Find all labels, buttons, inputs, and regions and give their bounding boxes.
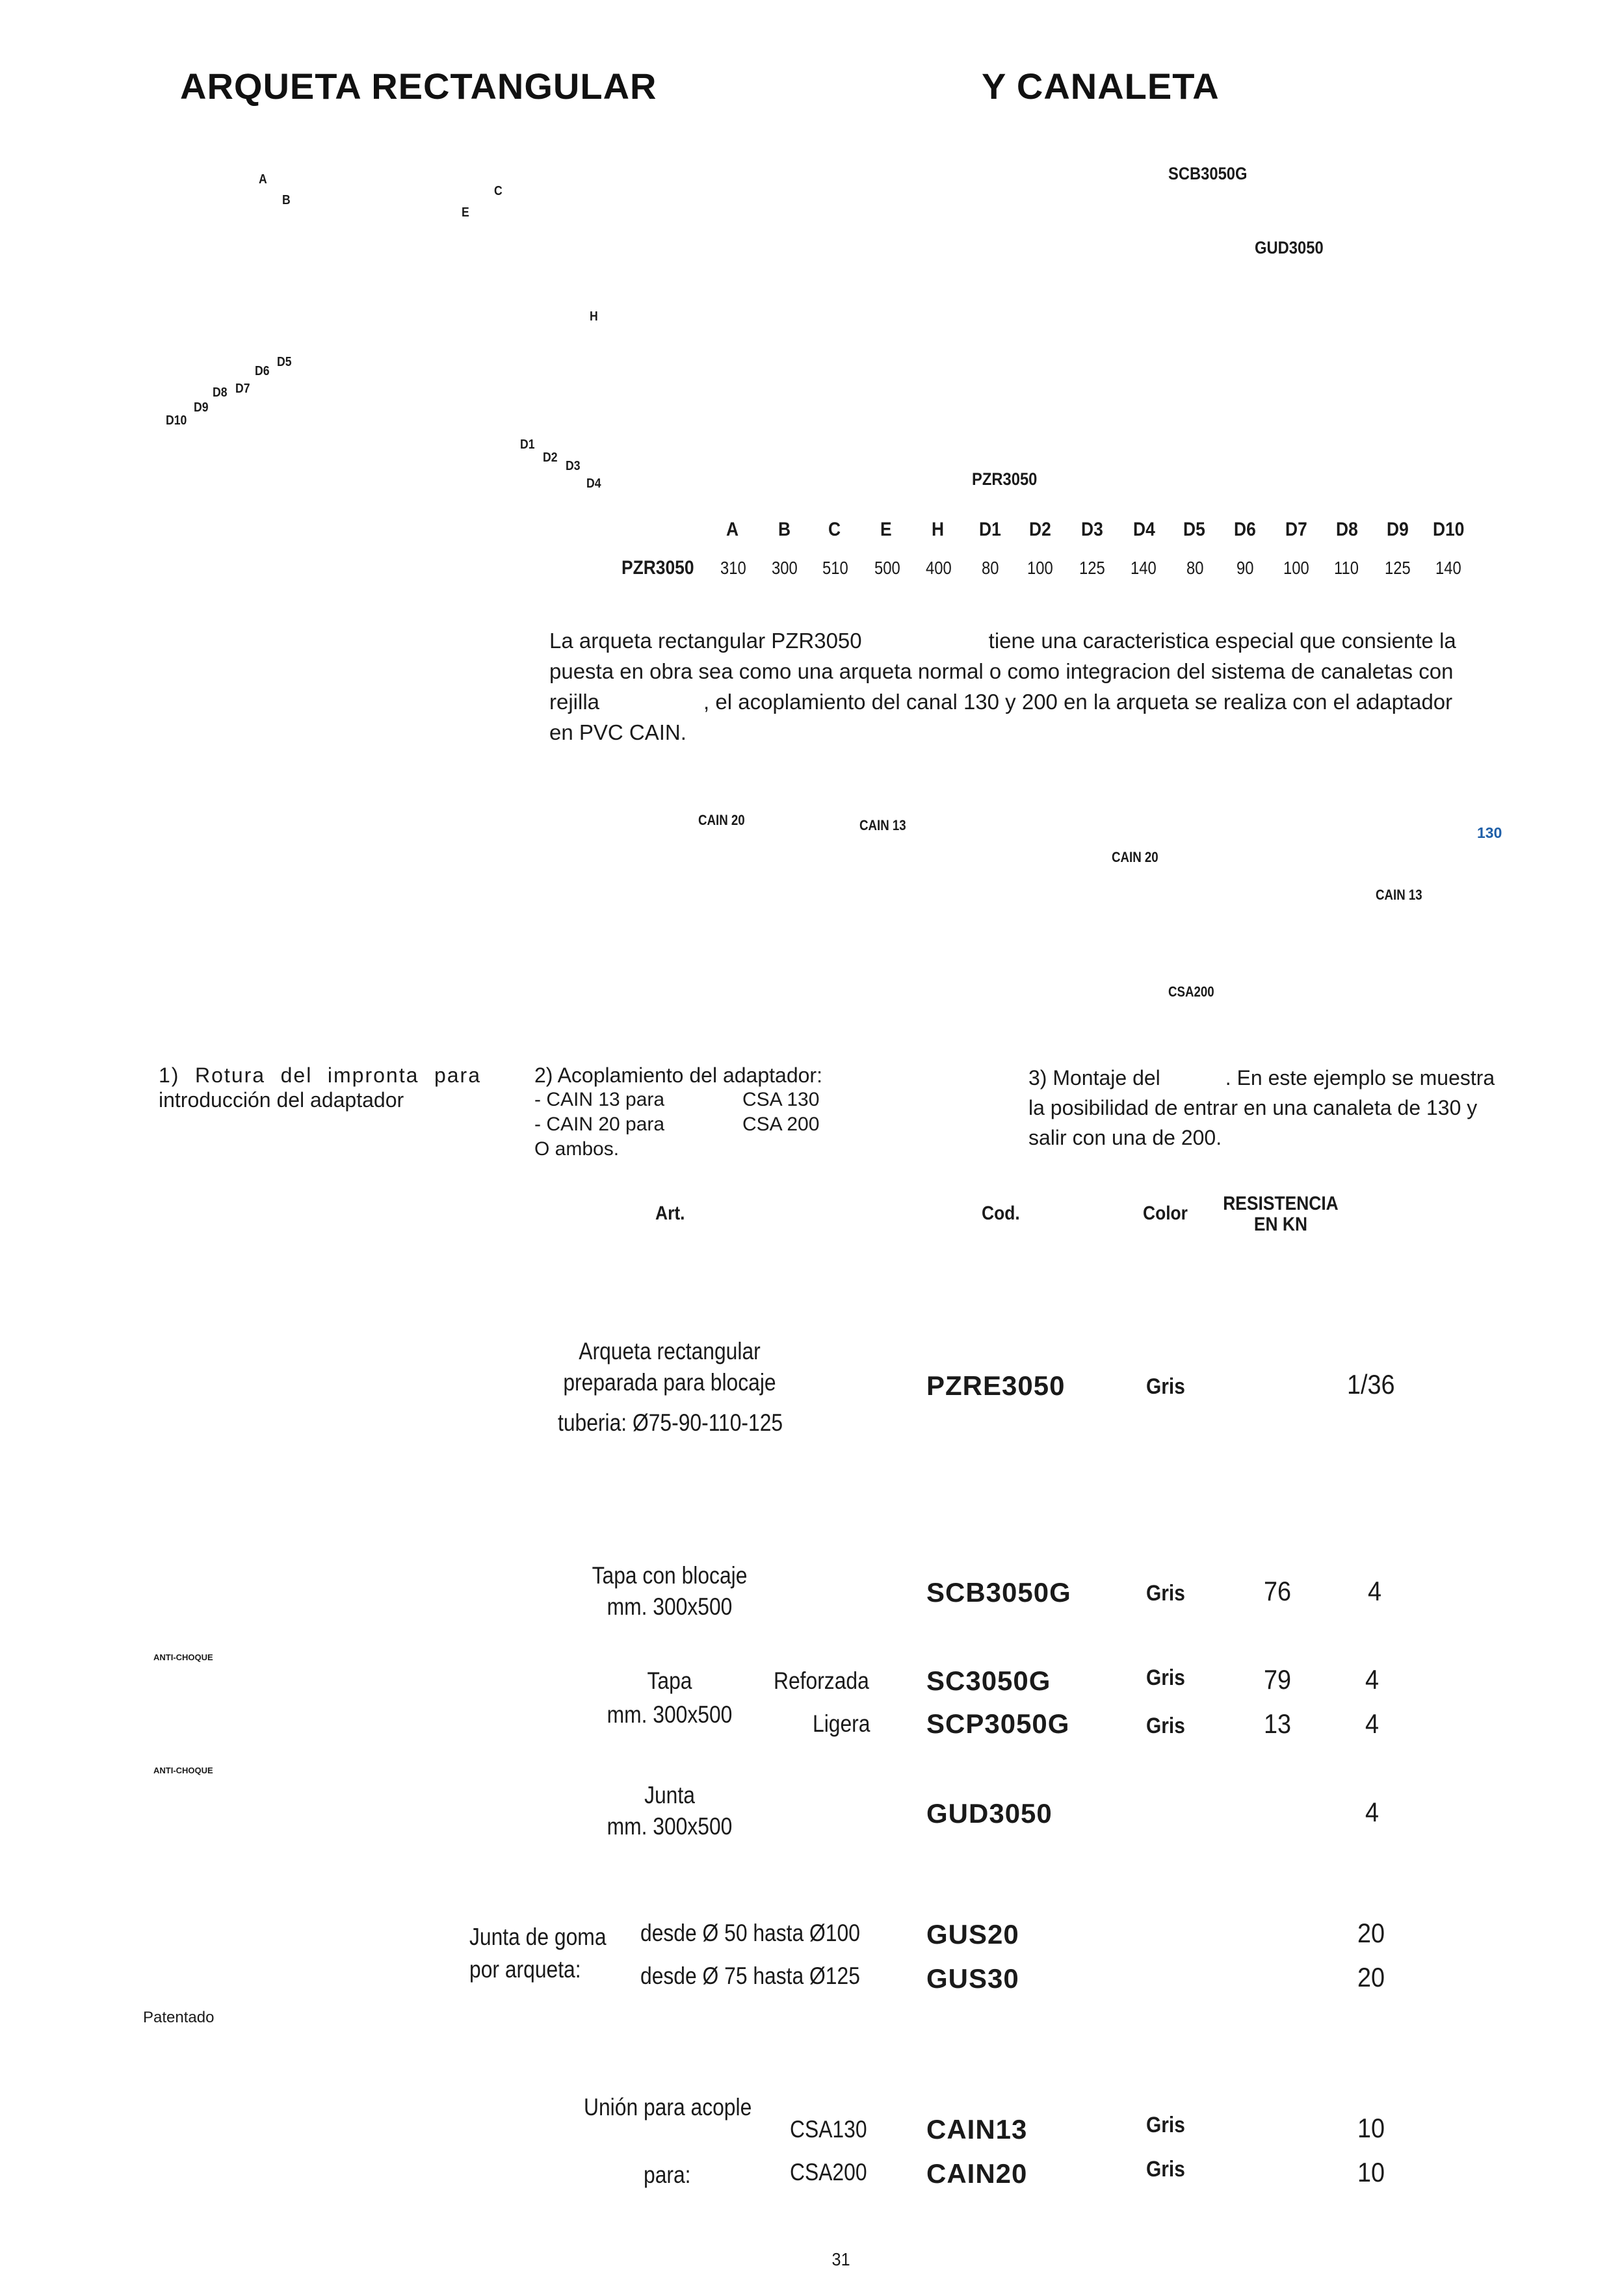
pzre-pack: 1/36 (1347, 1369, 1395, 1400)
dim-value-d8: 110 (1334, 558, 1359, 578)
page-title-right: Y CANALETA (982, 66, 1220, 107)
scb-pack: 4 (1368, 1576, 1382, 1606)
dim-value-d9: 125 (1385, 558, 1411, 578)
dim-header-b: B (778, 519, 791, 540)
dim-header-e: E (880, 519, 892, 540)
pzre-desc-line3: tuberia: Ø75-90-110-125 (558, 1409, 783, 1436)
pzre-code: PZRE3050 (926, 1370, 1066, 1401)
dim-label-d7: D7 (235, 382, 250, 396)
dim-value-d10: 140 (1435, 558, 1461, 578)
dim-row-label: PZR3050 (621, 557, 694, 579)
gud-desc-line1: Junta (644, 1782, 695, 1808)
description-line1a: La arqueta rectangular PZR3050 (549, 629, 862, 653)
scp-code: SCP3050G (926, 1708, 1070, 1739)
tapa-variant-ligera: Ligera (813, 1710, 870, 1737)
dim-label-d4: D4 (586, 476, 601, 491)
pzre-color: Gris (1146, 1374, 1185, 1399)
dim-label-d1: D1 (520, 437, 535, 452)
description-line2: puesta en obra sea como una arqueta normal o como integracion del sistema de canaletas con (549, 659, 1454, 683)
dim-label-h: H (590, 309, 598, 324)
gud-code: GUD3050 (926, 1798, 1053, 1829)
photo-label-cain20-b: CAIN 20 (1112, 849, 1158, 865)
scb-kn: 76 (1264, 1576, 1292, 1606)
step1-word-1: 1) (159, 1063, 180, 1087)
gud-desc (558, 1780, 781, 1842)
dim-value-d7: 100 (1283, 558, 1309, 578)
pzre-desc-line1: Arqueta rectangular (579, 1338, 761, 1364)
dim-label-d9: D9 (194, 400, 209, 415)
gus-desc-line1: Junta de goma (469, 1924, 607, 1950)
page-title: ARQUETA RECTANGULAR (180, 66, 657, 107)
dim-label-d8: D8 (213, 385, 228, 400)
pzre-desc-line2: preparada para blocaje (563, 1369, 776, 1396)
tapa-desc-line2: mm. 300x500 (607, 1701, 733, 1728)
dim-value-d1: 80 (982, 558, 999, 578)
dim-label-d3: D3 (566, 459, 581, 473)
description-line4: en PVC CAIN. (549, 720, 687, 744)
scb-desc-line2: mm. 300x500 (607, 1593, 733, 1620)
description-line3b: , el acoplamiento del canal 130 y 200 en la arqueta se realiza con el adaptador (703, 690, 1453, 714)
step-2 (534, 1063, 859, 1162)
gus20-pack: 20 (1357, 1918, 1385, 1948)
step1-word-4: impronta (327, 1063, 419, 1087)
header-resistance-line1: RESISTENCIA (1223, 1193, 1339, 1214)
cain20-pack: 10 (1357, 2157, 1385, 2187)
photo-label-130: 130 (1477, 824, 1502, 841)
cain-desc-line2: para: (644, 2161, 691, 2188)
anti-choque-badge-1: ANTI-CHOQUE (153, 1652, 213, 1662)
step1-word-3: del (280, 1063, 313, 1087)
scb-desc-line1: Tapa con blocaje (592, 1562, 748, 1589)
dim-header-c: C (828, 519, 841, 540)
gud-desc-line2: mm. 300x500 (607, 1813, 733, 1840)
description-paragraph (549, 625, 1485, 748)
cain-desc-line1: Unión para acople (584, 2094, 752, 2120)
sc-pack: 4 (1365, 1664, 1380, 1695)
dim-header-d7: D7 (1285, 519, 1307, 540)
step3-line2: la posibilidad de entrar en una canaleta de 130 y (1028, 1096, 1478, 1119)
dim-label-d5: D5 (277, 355, 292, 369)
gus-range-1: desde Ø 50 hasta Ø100 (640, 1920, 860, 1946)
header-art: Art. (655, 1203, 685, 1224)
scb-color: Gris (1146, 1581, 1185, 1606)
page-number: 31 (831, 2249, 850, 2269)
cain13-code: CAIN13 (926, 2114, 1028, 2145)
dim-header-d1: D1 (979, 519, 1001, 540)
header-resistance (1218, 1194, 1344, 1235)
description-line1b: tiene una caracteristica especial que consiente la (988, 629, 1456, 653)
dim-value-e: 500 (874, 558, 900, 578)
dim-header-a: A (726, 519, 739, 540)
dim-header-d8: D8 (1336, 519, 1358, 540)
dim-value-h: 400 (926, 558, 952, 578)
header-color: Color (1143, 1203, 1188, 1224)
scb-desc (558, 1560, 781, 1623)
step-1 (159, 1063, 481, 1112)
dim-header-h: H (932, 519, 945, 540)
cain13-pack: 10 (1357, 2113, 1385, 2143)
dim-header-d3: D3 (1081, 519, 1103, 540)
dim-value-d4: 140 (1131, 558, 1157, 578)
step2-b-right: CSA 200 (742, 1114, 820, 1135)
dim-label-b: B (282, 193, 291, 207)
header-resistance-line2: EN KN (1253, 1214, 1308, 1235)
dim-label-d10: D10 (166, 413, 187, 428)
step1-word-5: para (434, 1063, 481, 1087)
cain13-color: Gris (1146, 2113, 1185, 2137)
photo-label-csa200: CSA200 (1168, 984, 1214, 1000)
dim-header-d6: D6 (1234, 519, 1256, 540)
cain-sub-csa200: CSA200 (790, 2159, 867, 2185)
gus30-pack: 20 (1357, 1962, 1385, 1992)
dim-value-c: 510 (822, 558, 848, 578)
step1-word-2: Rotura (195, 1063, 266, 1087)
step1-line2: introducción del adaptador (159, 1088, 404, 1112)
dim-label-e: E (462, 205, 469, 220)
gus20-code: GUS20 (926, 1919, 1019, 1950)
step-3 (1028, 1063, 1495, 1153)
drawing-code-gasket: GUD3050 (1255, 238, 1324, 257)
drawing-code-lid: SCB3050G (1168, 164, 1248, 183)
dim-value-a: 310 (720, 558, 746, 578)
sc-code: SC3050G (926, 1665, 1051, 1696)
dim-label-d6: D6 (255, 364, 270, 378)
scp-pack: 4 (1365, 1708, 1380, 1739)
dim-label-c: C (494, 184, 503, 198)
sc-kn: 79 (1264, 1664, 1292, 1695)
gus-range-2: desde Ø 75 hasta Ø125 (640, 1963, 860, 1989)
cain-sub-csa130: CSA130 (790, 2116, 867, 2143)
step2-c: O ambos. (534, 1138, 620, 1160)
anti-choque-badge-2: ANTI-CHOQUE (153, 1766, 213, 1775)
step2-a-right: CSA 130 (742, 1089, 820, 1110)
dim-label-a: A (259, 172, 267, 187)
step3-line1a: 3) Montaje del (1028, 1066, 1160, 1089)
step2-b-left: - CAIN 20 para (534, 1114, 665, 1135)
dim-header-d5: D5 (1183, 519, 1205, 540)
step2-a-left: - CAIN 13 para (534, 1089, 665, 1110)
drawing-code-box: PZR3050 (972, 469, 1038, 489)
scp-kn: 13 (1264, 1708, 1292, 1739)
cain20-color: Gris (1146, 2157, 1185, 2182)
dim-value-d2: 100 (1027, 558, 1053, 578)
scp-color: Gris (1146, 1714, 1185, 1738)
sc-color: Gris (1146, 1665, 1185, 1690)
step3-line3: salir con una de 200. (1028, 1126, 1222, 1149)
description-line3a: rejilla (549, 690, 600, 714)
scb-code: SCB3050G (926, 1577, 1071, 1608)
header-cod: Cod. (982, 1203, 1020, 1224)
dim-value-d6: 90 (1236, 558, 1254, 578)
dim-header-d9: D9 (1387, 519, 1409, 540)
dim-value-d5: 80 (1186, 558, 1204, 578)
photo-label-cain13-b: CAIN 13 (1376, 887, 1422, 903)
photo-label-cain20-a: CAIN 20 (698, 812, 745, 828)
patent-note: Patentado (143, 2009, 215, 2026)
dim-header-d2: D2 (1029, 519, 1051, 540)
dim-header-d4: D4 (1133, 519, 1155, 540)
dim-value-d3: 125 (1079, 558, 1105, 578)
dim-value-b: 300 (772, 558, 798, 578)
cain20-code: CAIN20 (926, 2158, 1028, 2189)
tapa-variant-reforzada: Reforzada (774, 1667, 869, 1694)
gud-pack: 4 (1365, 1797, 1380, 1827)
gus30-code: GUS30 (926, 1963, 1019, 1994)
pzre-desc (558, 1336, 781, 1439)
step2-title: 2) Acoplamiento del adaptador: (534, 1063, 822, 1087)
step3-line1b: . En este ejemplo se muestra (1225, 1066, 1495, 1089)
tapa-desc-line1: Tapa (647, 1667, 692, 1694)
dim-label-d2: D2 (543, 450, 558, 465)
dim-header-d10: D10 (1433, 519, 1465, 540)
photo-label-cain13-a: CAIN 13 (859, 817, 906, 833)
gus-desc-line2: por arqueta: (469, 1956, 581, 1983)
